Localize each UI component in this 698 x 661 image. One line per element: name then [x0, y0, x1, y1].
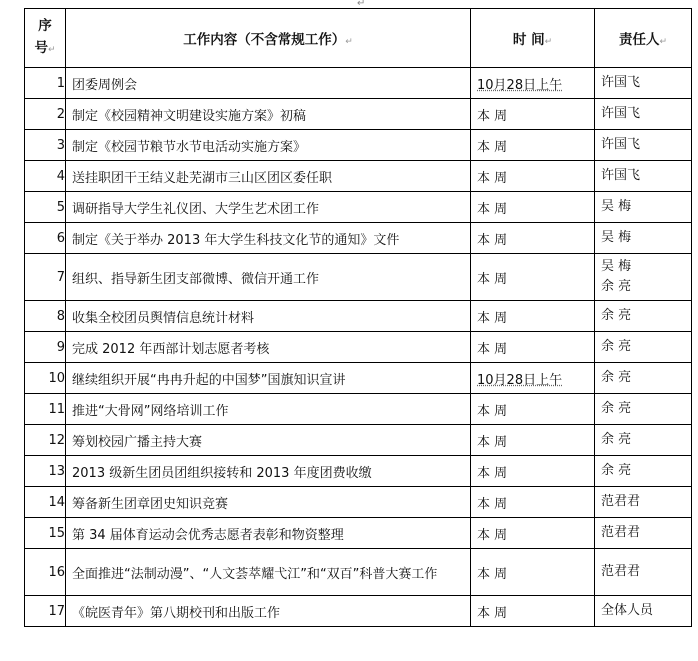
- table-row: [25, 425, 692, 456]
- row-number-text: 3: [56, 137, 65, 153]
- row-number-text: 11: [48, 401, 65, 417]
- time-cell: 本 周: [471, 596, 595, 627]
- responsible-person: 余 亮: [601, 463, 632, 478]
- responsible-cell: [595, 394, 692, 425]
- row-number-text: 8: [56, 308, 65, 324]
- table-header-row: [25, 9, 692, 68]
- responsible-cell: [595, 68, 692, 99]
- table-row: [25, 161, 692, 192]
- time-cell: 本 周: [471, 394, 595, 425]
- row-number: [25, 487, 66, 518]
- table-row: [25, 68, 692, 99]
- responsible-person: 全体人员: [601, 603, 654, 618]
- row-number: [25, 130, 66, 161]
- paragraph-mark-icon: ↵: [544, 37, 553, 47]
- row-number: [25, 549, 66, 596]
- task-cell: 第 34 届体育运动会优秀志愿者表彰和物资整理: [66, 518, 471, 549]
- responsible-person: 余 亮: [601, 339, 632, 354]
- time-cell: 本 周: [471, 254, 595, 301]
- row-number: [25, 518, 66, 549]
- row-number-text: 17: [48, 603, 65, 619]
- time-cell: 本 周: [471, 332, 595, 363]
- time-cell: 本 周: [471, 161, 595, 192]
- weekly-work-table: [24, 8, 692, 627]
- responsible-person: 余 亮: [601, 432, 632, 447]
- header-time: 时 间↵: [471, 9, 595, 68]
- task-cell: 调研指导大学生礼仪团、大学生艺术团工作: [66, 192, 471, 223]
- responsible-person: 余 亮: [601, 370, 632, 385]
- responsible-person: 许国飞: [601, 168, 641, 183]
- row-number: [25, 394, 66, 425]
- task-cell: 送挂职团干王结义赴芜湖市三山区团区委任职: [66, 161, 471, 192]
- responsible-person: 许国飞: [601, 75, 641, 90]
- responsible-person: 吴 梅: [601, 199, 632, 214]
- row-number: [25, 425, 66, 456]
- time-cell: 本 周: [471, 223, 595, 254]
- time-cell: 10月28日上午: [471, 363, 595, 394]
- time-cell: 本 周: [471, 487, 595, 518]
- row-number-text: 12: [48, 432, 65, 448]
- row-number-text: 10: [48, 370, 65, 386]
- responsible-person: 吴 梅: [601, 230, 632, 245]
- header-responsible: 责任人↵: [595, 9, 692, 68]
- table-row: [25, 99, 692, 130]
- responsible-person: 余 亮: [601, 279, 632, 294]
- row-number-text: 5: [56, 199, 65, 215]
- responsible-cell: [595, 99, 692, 130]
- row-number: [25, 301, 66, 332]
- task-cell: 2013 级新生团员团组织接转和 2013 年度团费收缴: [66, 456, 471, 487]
- task-cell: 制定《关于举办 2013 年大学生科技文化节的通知》文件: [66, 223, 471, 254]
- row-number-text: 9: [56, 339, 65, 355]
- responsible-person: 范君君: [601, 494, 641, 509]
- row-number: [25, 192, 66, 223]
- row-number: [25, 332, 66, 363]
- time-cell: 本 周: [471, 99, 595, 130]
- responsible-person: 范君君: [601, 564, 641, 579]
- responsible-person: 余 亮: [601, 401, 632, 416]
- row-number-text: 4: [56, 168, 65, 184]
- responsible-cell: [595, 425, 692, 456]
- table-row: [25, 130, 692, 161]
- table-row: [25, 363, 692, 394]
- row-number-text: 6: [56, 230, 65, 246]
- row-number-text: 2: [56, 106, 65, 122]
- header-no-line2: 号: [34, 40, 48, 56]
- task-cell: 制定《校园精神文明建设实施方案》初稿: [66, 99, 471, 130]
- table-row: [25, 456, 692, 487]
- task-cell: 收集全校团员舆情信息统计材料: [66, 301, 471, 332]
- time-cell: 本 周: [471, 130, 595, 161]
- row-number-text: 1: [56, 75, 65, 91]
- task-cell: 团委周例会: [66, 68, 471, 99]
- task-cell: 《皖医青年》第八期校刊和出版工作: [66, 596, 471, 627]
- responsible-person: 余 亮: [601, 308, 632, 323]
- responsible-person: 范君君: [601, 525, 641, 540]
- time-cell: 本 周: [471, 549, 595, 596]
- paragraph-mark-icon: ↵: [47, 45, 56, 55]
- responsible-cell: [595, 596, 692, 627]
- responsible-cell: [595, 456, 692, 487]
- header-task: 工作内容（不含常规工作）↵: [66, 9, 471, 68]
- table-row: [25, 254, 692, 301]
- time-cell: 本 周: [471, 456, 595, 487]
- task-cell: 筹备新生团章团史知识竞赛: [66, 487, 471, 518]
- table-row: [25, 223, 692, 254]
- row-number-text: 16: [48, 564, 65, 580]
- responsible-cell: [595, 223, 692, 254]
- header-no: [25, 9, 66, 68]
- task-cell: 制定《校园节粮节水节电活动实施方案》: [66, 130, 471, 161]
- table-row: [25, 487, 692, 518]
- time-cell: 本 周: [471, 425, 595, 456]
- row-number: [25, 68, 66, 99]
- table-row: [25, 596, 692, 627]
- task-cell: 筹划校园广播主持大赛: [66, 425, 471, 456]
- responsible-cell: [595, 332, 692, 363]
- row-number: [25, 254, 66, 301]
- time-cell: 本 周: [471, 301, 595, 332]
- row-number-text: 7: [56, 269, 65, 285]
- responsible-cell: [595, 130, 692, 161]
- task-cell: 继续组织开展“冉冉升起的中国梦”国旗知识宣讲: [66, 363, 471, 394]
- task-cell: 全面推进“法制动漫”、“人文荟萃耀弋江”和“双百”科普大赛工作: [66, 549, 471, 596]
- row-number: [25, 99, 66, 130]
- responsible-person: 许国飞: [601, 106, 641, 121]
- responsible-cell: [595, 254, 692, 301]
- table-row: [25, 518, 692, 549]
- header-no-line1: 序: [38, 18, 52, 34]
- table-body: [25, 68, 692, 627]
- paragraph-mark-icon: ↵: [357, 0, 366, 9]
- responsible-cell: [595, 549, 692, 596]
- time-cell: 10月28日上午: [471, 68, 595, 99]
- task-cell: 组织、指导新生团支部微博、微信开通工作: [66, 254, 471, 301]
- responsible-person: 许国飞: [601, 137, 641, 152]
- responsible-person: 吴 梅: [601, 259, 632, 274]
- responsible-cell: [595, 161, 692, 192]
- row-number-text: 15: [48, 525, 65, 541]
- table-row: [25, 192, 692, 223]
- time-cell: 本 周: [471, 518, 595, 549]
- paragraph-mark-icon: ↵: [659, 37, 668, 47]
- task-cell: 完成 2012 年西部计划志愿者考核: [66, 332, 471, 363]
- paragraph-mark-icon: ↵: [345, 37, 353, 47]
- row-number: [25, 596, 66, 627]
- table-row: [25, 332, 692, 363]
- responsible-cell: [595, 301, 692, 332]
- table-row: [25, 549, 692, 596]
- table-row: [25, 394, 692, 425]
- row-number-text: 13: [48, 463, 65, 479]
- row-number: [25, 223, 66, 254]
- responsible-cell: [595, 487, 692, 518]
- responsible-cell: [595, 192, 692, 223]
- time-cell: 本 周: [471, 192, 595, 223]
- table-row: [25, 301, 692, 332]
- responsible-cell: [595, 363, 692, 394]
- row-number: [25, 363, 66, 394]
- row-number: [25, 456, 66, 487]
- row-number-text: 14: [48, 494, 65, 510]
- task-cell: 推进“大骨网”网络培训工作: [66, 394, 471, 425]
- row-number: [25, 161, 66, 192]
- responsible-cell: [595, 518, 692, 549]
